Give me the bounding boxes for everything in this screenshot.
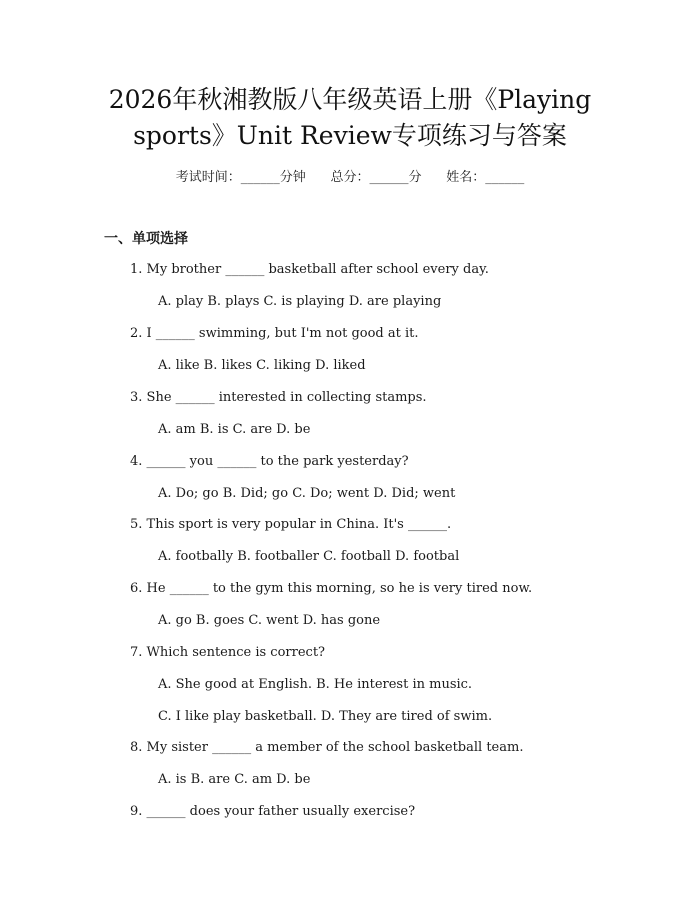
document-title-line-2: sports》Unit Review专项练习与答案 (133, 121, 567, 150)
question-1: 1. My brother ______ basketball after school every day. (130, 262, 489, 277)
section-heading: 一、单项选择 (104, 231, 188, 247)
question-4: 4. ______ you ______ to the park yesterday? (130, 454, 409, 469)
question-7: 7. Which sentence is correct? (130, 645, 326, 660)
question-6: 6. He ______ to the gym this morning, so he is very tired now. (130, 581, 533, 596)
question-3: 3. She ______ interested in collecting stamps. (130, 390, 427, 405)
question-4-options: A. Do; go B. Did; go C. Do; went D. Did; went (158, 486, 456, 501)
question-9: 9. ______ does your father usually exercise? (130, 804, 416, 819)
question-7-options-line-2: C. I like play basketball. D. They are tired of swim. (158, 709, 493, 724)
question-2: 2. I ______ swimming, but I'm not good at it. (130, 326, 419, 341)
question-3-options: A. am B. is C. are D. be (158, 422, 311, 437)
document-title-line-1: 2026年秋湘教版八年级英语上册《Playing (108, 85, 592, 114)
exam-info-line: 考试时间：______分钟 总分：______分 姓名：______ (175, 170, 525, 185)
question-6-options: A. go B. goes C. went D. has gone (158, 613, 381, 628)
question-5-options: A. footbally B. footballer C. football D. footbal (158, 549, 460, 564)
question-5: 5. This sport is very popular in China. It's ______. (130, 517, 452, 532)
question-7-options-line-1: A. She good at English. B. He interest in music. (158, 677, 473, 692)
question-8-options: A. is B. are C. am D. be (158, 772, 311, 787)
question-2-options: A. like B. likes C. liking D. liked (158, 358, 366, 373)
question-1-options: A. play B. plays C. is playing D. are playing (158, 294, 442, 309)
question-8: 8. My sister ______ a member of the school basketball team. (130, 740, 524, 755)
